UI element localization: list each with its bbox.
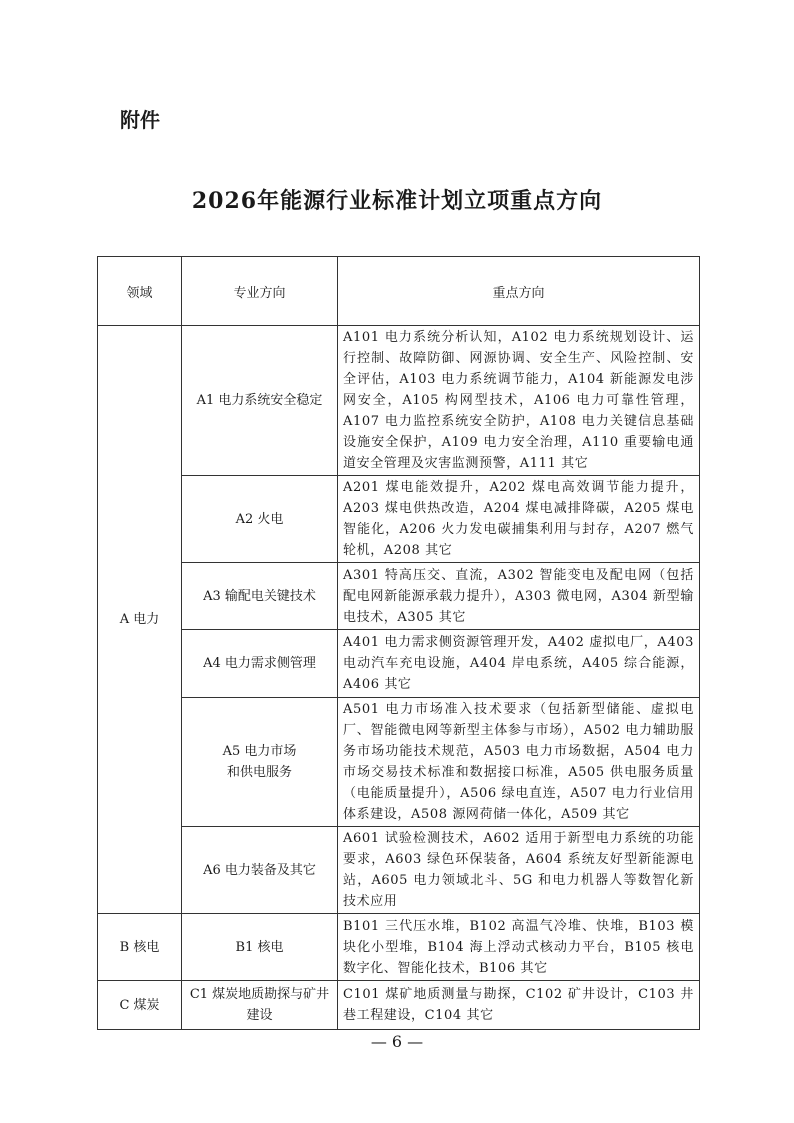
- direction-cell: B1 核电: [182, 914, 338, 981]
- focus-cell: A401 电力需求侧资源管理开发，A402 虚拟电厂，A403 电动汽车充电设施，A404 岸电系统，A405 综合能源，A406 其它: [338, 630, 700, 698]
- focus-cell: A501 电力市场准入技术要求（包括新型储能、虚拟电厂、智能微电网等新型主体参与市场），A502 电力辅助服务市场功能技术规范，A503 电力市场数据，A504 电力市场交易技术标准和数据接口标准，A505 供电服务质量（电能质量提升），A506 绿电直连，A507 电力行业信用体系建设，A508 源网荷储一体化，A509 其它: [338, 698, 700, 827]
- attachment-label: 附件: [120, 108, 160, 132]
- focus-cell: B101 三代压水堆，B102 高温气冷堆、快堆，B103 模块化小型堆，B104 海上浮动式核动力平台，B105 核电数字化、智能化技术，B106 其它: [338, 914, 700, 981]
- header-focus: 重点方向: [338, 257, 700, 326]
- field-cell: C 煤炭: [98, 981, 182, 1030]
- focus-cell: A301 特高压交、直流，A302 智能变电及配电网（包括配电网新能源承载力提升），A303 微电网，A304 新型输电技术，A305 其它: [338, 563, 700, 630]
- direction-cell: A5 电力市场和供电服务: [182, 698, 338, 827]
- focus-cell: A101 电力系统分析认知，A102 电力系统规划设计、运行控制、故障防御、网源协调、安全生产、风险控制、安全评估，A103 电力系统调节能力，A104 新能源发电涉网安全，A105 构网型技术，A106 电力可靠性管理，A107 电力监控系统安全防护，A108 电力关键信息基础设施安全保护，A109 电力安全治理，A110 重要输电通道安全管理及灾害监测预警，A111 其它: [338, 326, 700, 476]
- table-row: [98, 981, 700, 1030]
- table-row: [98, 563, 700, 630]
- direction-cell: A4 电力需求侧管理: [182, 630, 338, 698]
- table-header-row: [98, 257, 700, 326]
- direction-cell: A1 电力系统安全稳定: [182, 326, 338, 476]
- header-direction: 专业方向: [182, 257, 338, 326]
- page-number: — 6 —: [370, 1032, 424, 1051]
- table-row: [98, 326, 700, 476]
- field-cell: A 电力: [98, 326, 182, 914]
- focus-cell: A201 煤电能效提升，A202 煤电高效调节能力提升，A203 煤电供热改造，A204 煤电减排降碳，A205 煤电智能化，A206 火力发电碳捕集利用与封存，A207 燃气轮机，A208 其它: [338, 476, 700, 563]
- header-field: 领域: [98, 257, 182, 326]
- focus-cell: A601 试验检测技术，A602 适用于新型电力系统的功能要求，A603 绿色环保装备，A604 系统友好型新能源电站，A605 电力领域北斗、5G 和电力机器人等数智化新技术应用: [338, 827, 700, 914]
- field-cell: B 核电: [98, 914, 182, 981]
- direction-cell: A2 火电: [182, 476, 338, 563]
- direction-cell: A3 输配电关键技术: [182, 563, 338, 630]
- table-row: [98, 698, 700, 827]
- table-row: [98, 476, 700, 563]
- direction-cell: C1 煤炭地质勘探与矿井建设: [182, 981, 338, 1030]
- table-row: [98, 914, 700, 981]
- focus-cell: C101 煤矿地质测量与勘探，C102 矿井设计，C103 井巷工程建设，C104 其它: [338, 981, 700, 1030]
- document-title: 2026年能源行业标准计划立项重点方向: [191, 188, 603, 214]
- table-row: [98, 630, 700, 698]
- standards-table: [97, 256, 700, 1030]
- table-row: [98, 827, 700, 914]
- direction-cell: A6 电力装备及其它: [182, 827, 338, 914]
